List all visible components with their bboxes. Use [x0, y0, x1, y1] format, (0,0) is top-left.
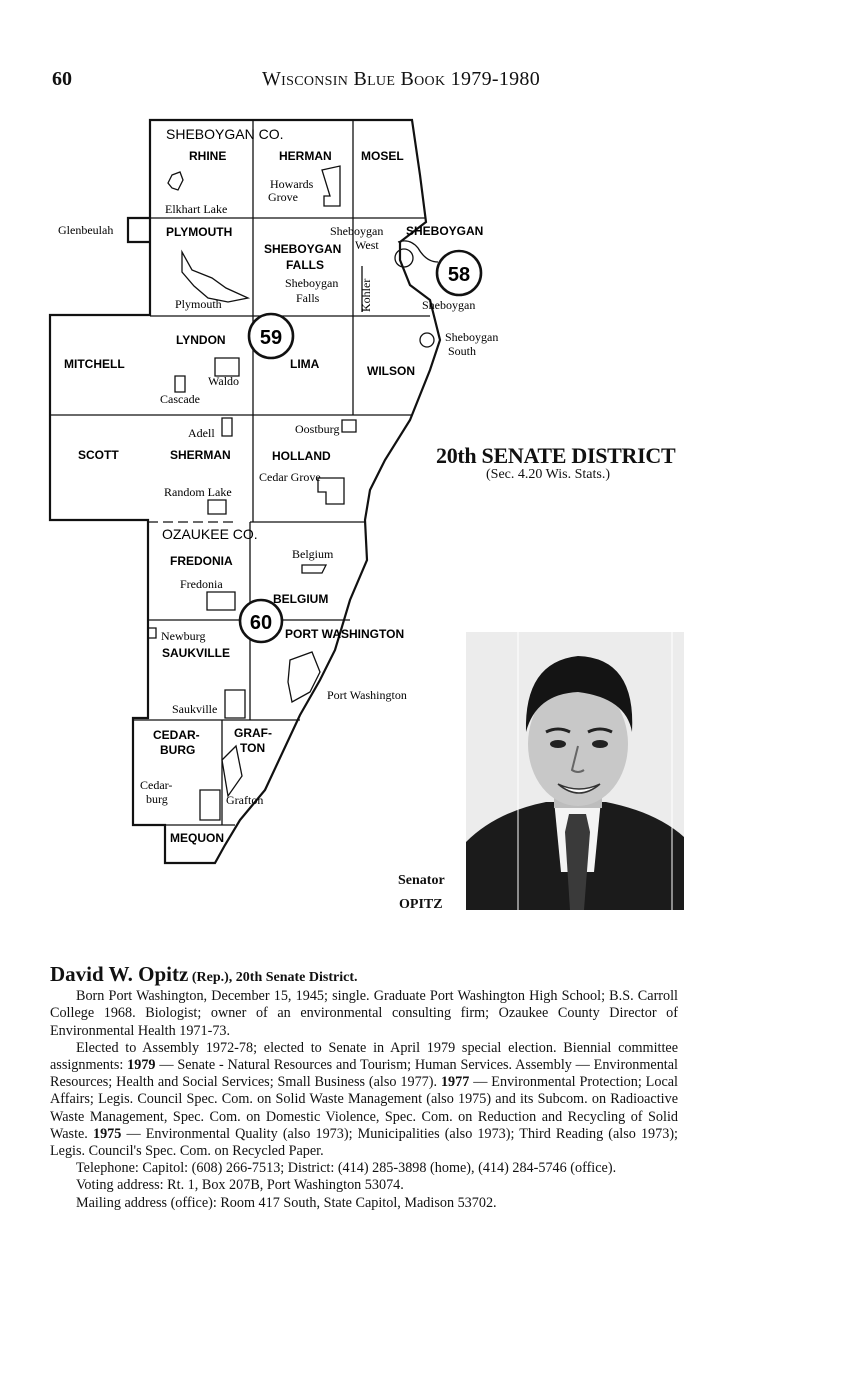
- place-label: Oostburg: [295, 422, 340, 436]
- district-59-label: 59: [259, 327, 283, 349]
- senator-portrait: [466, 632, 684, 910]
- bio-paragraph-mailing-address: Mailing address (office): Room 417 South, State Capitol, Madison 53702.: [76, 1194, 497, 1211]
- town-label: SCOTT: [78, 448, 119, 462]
- place-label: Howards: [270, 177, 314, 191]
- bio-party-district: (Rep.), 20th Senate District.: [191, 970, 358, 985]
- town-label: MEQUON: [170, 831, 224, 845]
- town-label: GRAF-: [234, 726, 272, 740]
- place-label: burg: [146, 792, 168, 806]
- town-label: BELGIUM: [273, 592, 329, 606]
- running-title: Wisconsin Blue Book 1979-1980: [262, 68, 541, 90]
- place-label: West: [355, 238, 379, 252]
- place-label: Plymouth: [175, 297, 222, 311]
- caption-role: Senator: [398, 873, 445, 888]
- bio-paragraph-committees: Elected to Assembly 1972-78; elected to Senate in April 1979 special election. Biennial committee assignments: 1979 — Senate - Natural Resources and Tourism; Human Services. Assembly — Environmental Resources; Health and Social Services; Small Business (also 1977). 1977 — Environmental Protection; Local Affairs; Legis. Council Spec. Com. on Solid Waste Management (also 1975) and its Subcom. on Radioactive Waste Management, Spec. Com. on Domestic Violence, Spec. Com. on Reduction and Recycling of Solid Waste. 1975 — Environmental Quality (also 1973); Municipalities (also 1973); Third Reading (also 1973); Legis. Council's Spec. Com. on Recycled Paper.: [50, 1039, 679, 1160]
- place-label: Saukville: [172, 702, 218, 716]
- town-label: BURG: [160, 743, 196, 757]
- place-label: Elkhart Lake: [165, 202, 228, 216]
- bio-paragraph-telephone: Telephone: Capitol: (608) 266-7513; District: (414) 285-3898 (home), (414) 284-5746 (office).: [76, 1160, 617, 1177]
- district-subtitle: (Sec. 4.20 Wis. Stats.): [486, 467, 611, 482]
- bio-paragraph-personal: Born Port Washington, December 15, 1945; single. Graduate Port Washington High School; B.S. Carroll College 1968. Biologist; owner of an environmental consulting firm; Ozaukee County Director of Environmental Health 1971-73.: [50, 988, 678, 1039]
- town-label: LIMA: [290, 357, 320, 371]
- town-label: CEDAR-: [153, 728, 200, 742]
- caption-name: OPITZ: [399, 897, 443, 912]
- bio-paragraph-voting-address: Voting address: Rt. 1, Box 207B, Port Washington 53074.: [76, 1177, 404, 1194]
- town-label: WILSON: [367, 364, 415, 378]
- place-label: Falls: [296, 291, 320, 305]
- town-label: SHEBOYGAN: [264, 242, 342, 256]
- town-label: SHEBOYGAN: [406, 224, 484, 238]
- place-label: Cascade: [160, 392, 200, 406]
- county-label: OZAUKEE CO.: [162, 526, 258, 542]
- place-label: Sheboygan: [285, 276, 339, 290]
- place-label: Grafton: [226, 793, 264, 807]
- town-label: TON: [240, 741, 266, 755]
- place-label: South: [448, 344, 477, 358]
- town-label: MOSEL: [361, 149, 404, 163]
- town-label: LYNDON: [176, 333, 226, 347]
- district-title: 20th SENATE DISTRICT: [436, 443, 676, 468]
- page-number: 60: [52, 68, 72, 90]
- town-label: HOLLAND: [272, 449, 331, 463]
- place-label: Newburg: [161, 629, 206, 643]
- district-58-label: 58: [447, 264, 471, 286]
- town-label: PORT WASHINGTON: [285, 627, 405, 641]
- place-label: Random Lake: [164, 485, 232, 499]
- town-label: FALLS: [286, 258, 324, 272]
- biography: [50, 962, 679, 1212]
- place-label: Sheboygan: [422, 298, 476, 312]
- bio-heading: [50, 962, 678, 986]
- place-label: Fredonia: [180, 577, 223, 591]
- town-label: MITCHELL: [64, 357, 125, 371]
- town-label: SAUKVILLE: [162, 646, 231, 660]
- town-label: HERMAN: [279, 149, 332, 163]
- place-label: Cedar Grove: [259, 470, 321, 484]
- place-label: Sheboygan: [445, 330, 499, 344]
- county-label: SHEBOYGAN CO.: [166, 126, 284, 142]
- place-label: Kohler: [359, 278, 373, 312]
- place-label: Grove: [268, 190, 298, 204]
- town-label: PLYMOUTH: [166, 225, 233, 239]
- place-label: Belgium: [292, 547, 334, 561]
- district-60-label: 60: [249, 612, 273, 634]
- town-label: SHERMAN: [170, 448, 231, 462]
- place-label: Cedar-: [140, 778, 173, 792]
- bio-name: David W. Opitz: [50, 962, 189, 986]
- place-label: Glenbeulah: [58, 223, 114, 237]
- town-label: FREDONIA: [170, 554, 233, 568]
- place-label: Adell: [188, 426, 215, 440]
- place-label: Waldo: [208, 374, 240, 388]
- place-label: Port Washington: [327, 688, 407, 702]
- town-label: RHINE: [189, 149, 227, 163]
- place-label: Sheboygan: [330, 224, 384, 238]
- glenbeulah-notch: [128, 218, 150, 242]
